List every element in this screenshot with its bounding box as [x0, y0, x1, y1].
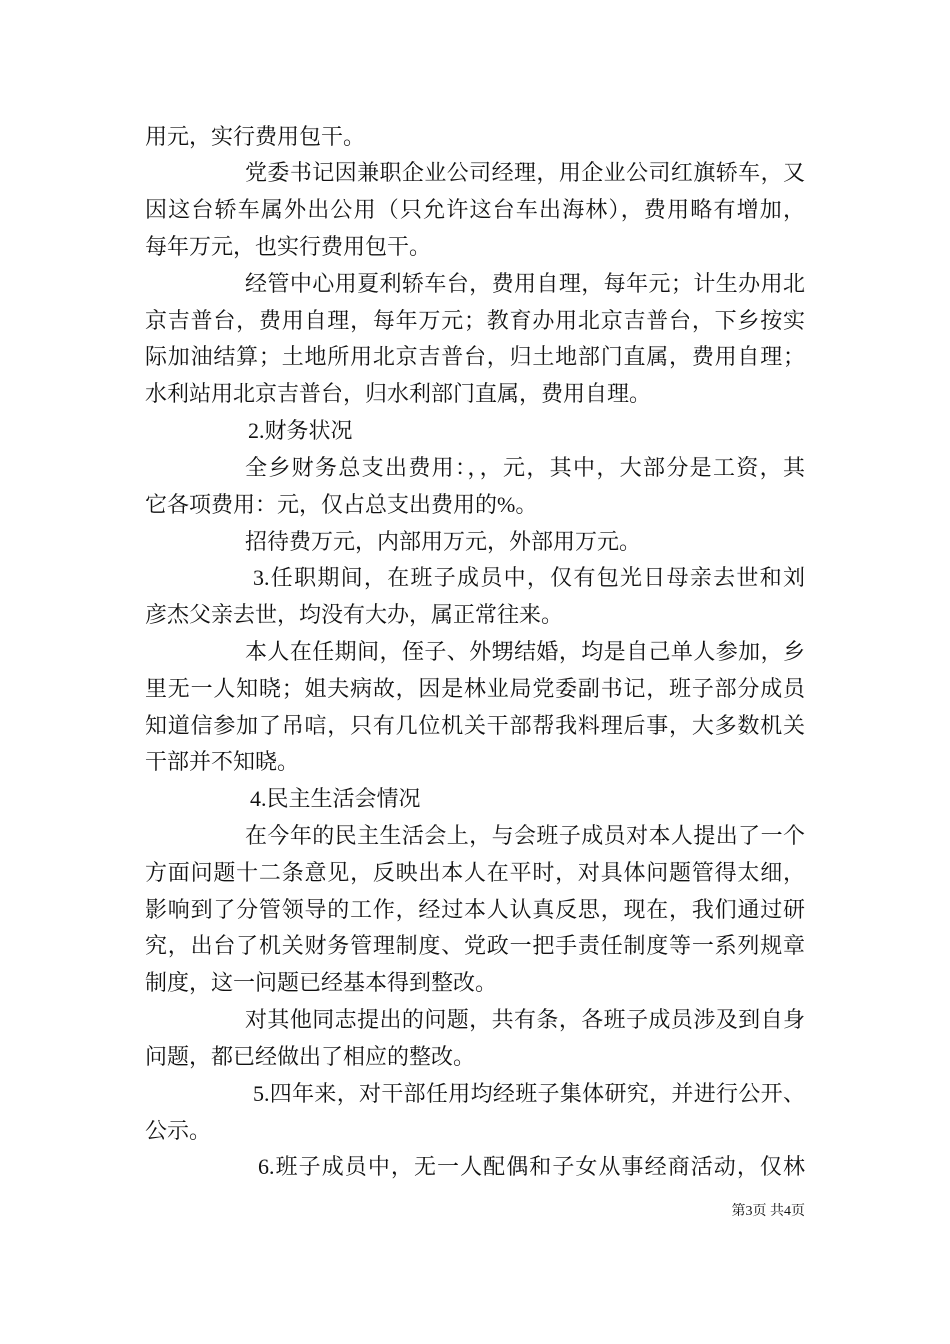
text-line: 每年万元，也实行费用包干。: [145, 234, 432, 260]
text-line: 影响到了分管领导的工作，经过本人认真反思，现在，我们通过研: [145, 896, 805, 922]
text-line: 公示。: [145, 1117, 212, 1143]
text-line: 它各项费用：元，仅占总支出费用的%。: [145, 491, 538, 517]
text-line: 方面问题十二条意见，反映出本人在平时，对具体问题管得太细，: [145, 859, 805, 885]
text-line: 京吉普台，费用自理，每年万元；教育办用北京吉普台，下乡按实: [145, 307, 805, 333]
text-line: 因这台轿车属外出公用（只允许这台车出海林），费用略有增加，: [145, 197, 805, 223]
paragraph-first-line: 对其他同志提出的问题，共有条，各班子成员涉及到自身: [245, 1007, 805, 1033]
section-heading: 5.四年来，对干部任用均经班子集体研究，并进行公开、: [253, 1080, 805, 1106]
text-line: 际加油结算；土地所用北京吉普台，归土地部门直属，费用自理；: [145, 344, 805, 370]
text-line: 知道信参加了吊唁，只有几位机关干部帮我料理后事，大多数机关: [145, 712, 805, 738]
text-line: 水利站用北京吉普台，归水利部门直属，费用自理。: [145, 381, 652, 407]
text-line: 问题，都已经做出了相应的整改。: [145, 1043, 476, 1069]
text-line: 彦杰父亲去世，均没有大办，属正常往来。: [145, 602, 564, 628]
text-line: 里无一人知晓；姐夫病故，因是林业局党委副书记，班子部分成员: [145, 675, 805, 701]
paragraph-first-line: 招待费万元，内部用万元，外部用万元。: [245, 528, 642, 554]
paragraph-first-line: 党委书记因兼职企业公司经理，用企业公司红旗轿车，又: [245, 160, 805, 186]
text-line: 干部并不知晓。: [145, 749, 300, 775]
section-heading: 4.民主生活会情况: [250, 786, 421, 812]
section-heading: 6.班子成员中，无一人配偶和子女从事经商活动，仅林: [258, 1154, 805, 1180]
section-heading: 3.任职期间，在班子成员中，仅有包光日母亲去世和刘: [253, 565, 805, 591]
text-line: 究，出台了机关财务管理制度、党政一把手责任制度等一系列规章: [145, 933, 805, 959]
paragraph-first-line: 在今年的民主生活会上，与会班子成员对本人提出了一个: [245, 823, 805, 849]
paragraph-first-line: 全乡财务总支出费用：，，元，其中，大部分是工资，其: [245, 454, 805, 480]
text-line: 制度，这一问题已经基本得到整改。: [145, 970, 498, 996]
page-footer: 第3页 共4页: [731, 1204, 805, 1219]
section-heading: 2.财务状况: [248, 418, 353, 444]
text-line: 用元，实行费用包干。: [145, 123, 366, 149]
document-body: [145, 119, 805, 1187]
paragraph-first-line: 经管中心用夏利轿车台，费用自理，每年元；计生办用北: [245, 270, 805, 296]
paragraph-first-line: 本人在任期间，侄子、外甥结婚，均是自己单人参加，乡: [245, 638, 805, 664]
